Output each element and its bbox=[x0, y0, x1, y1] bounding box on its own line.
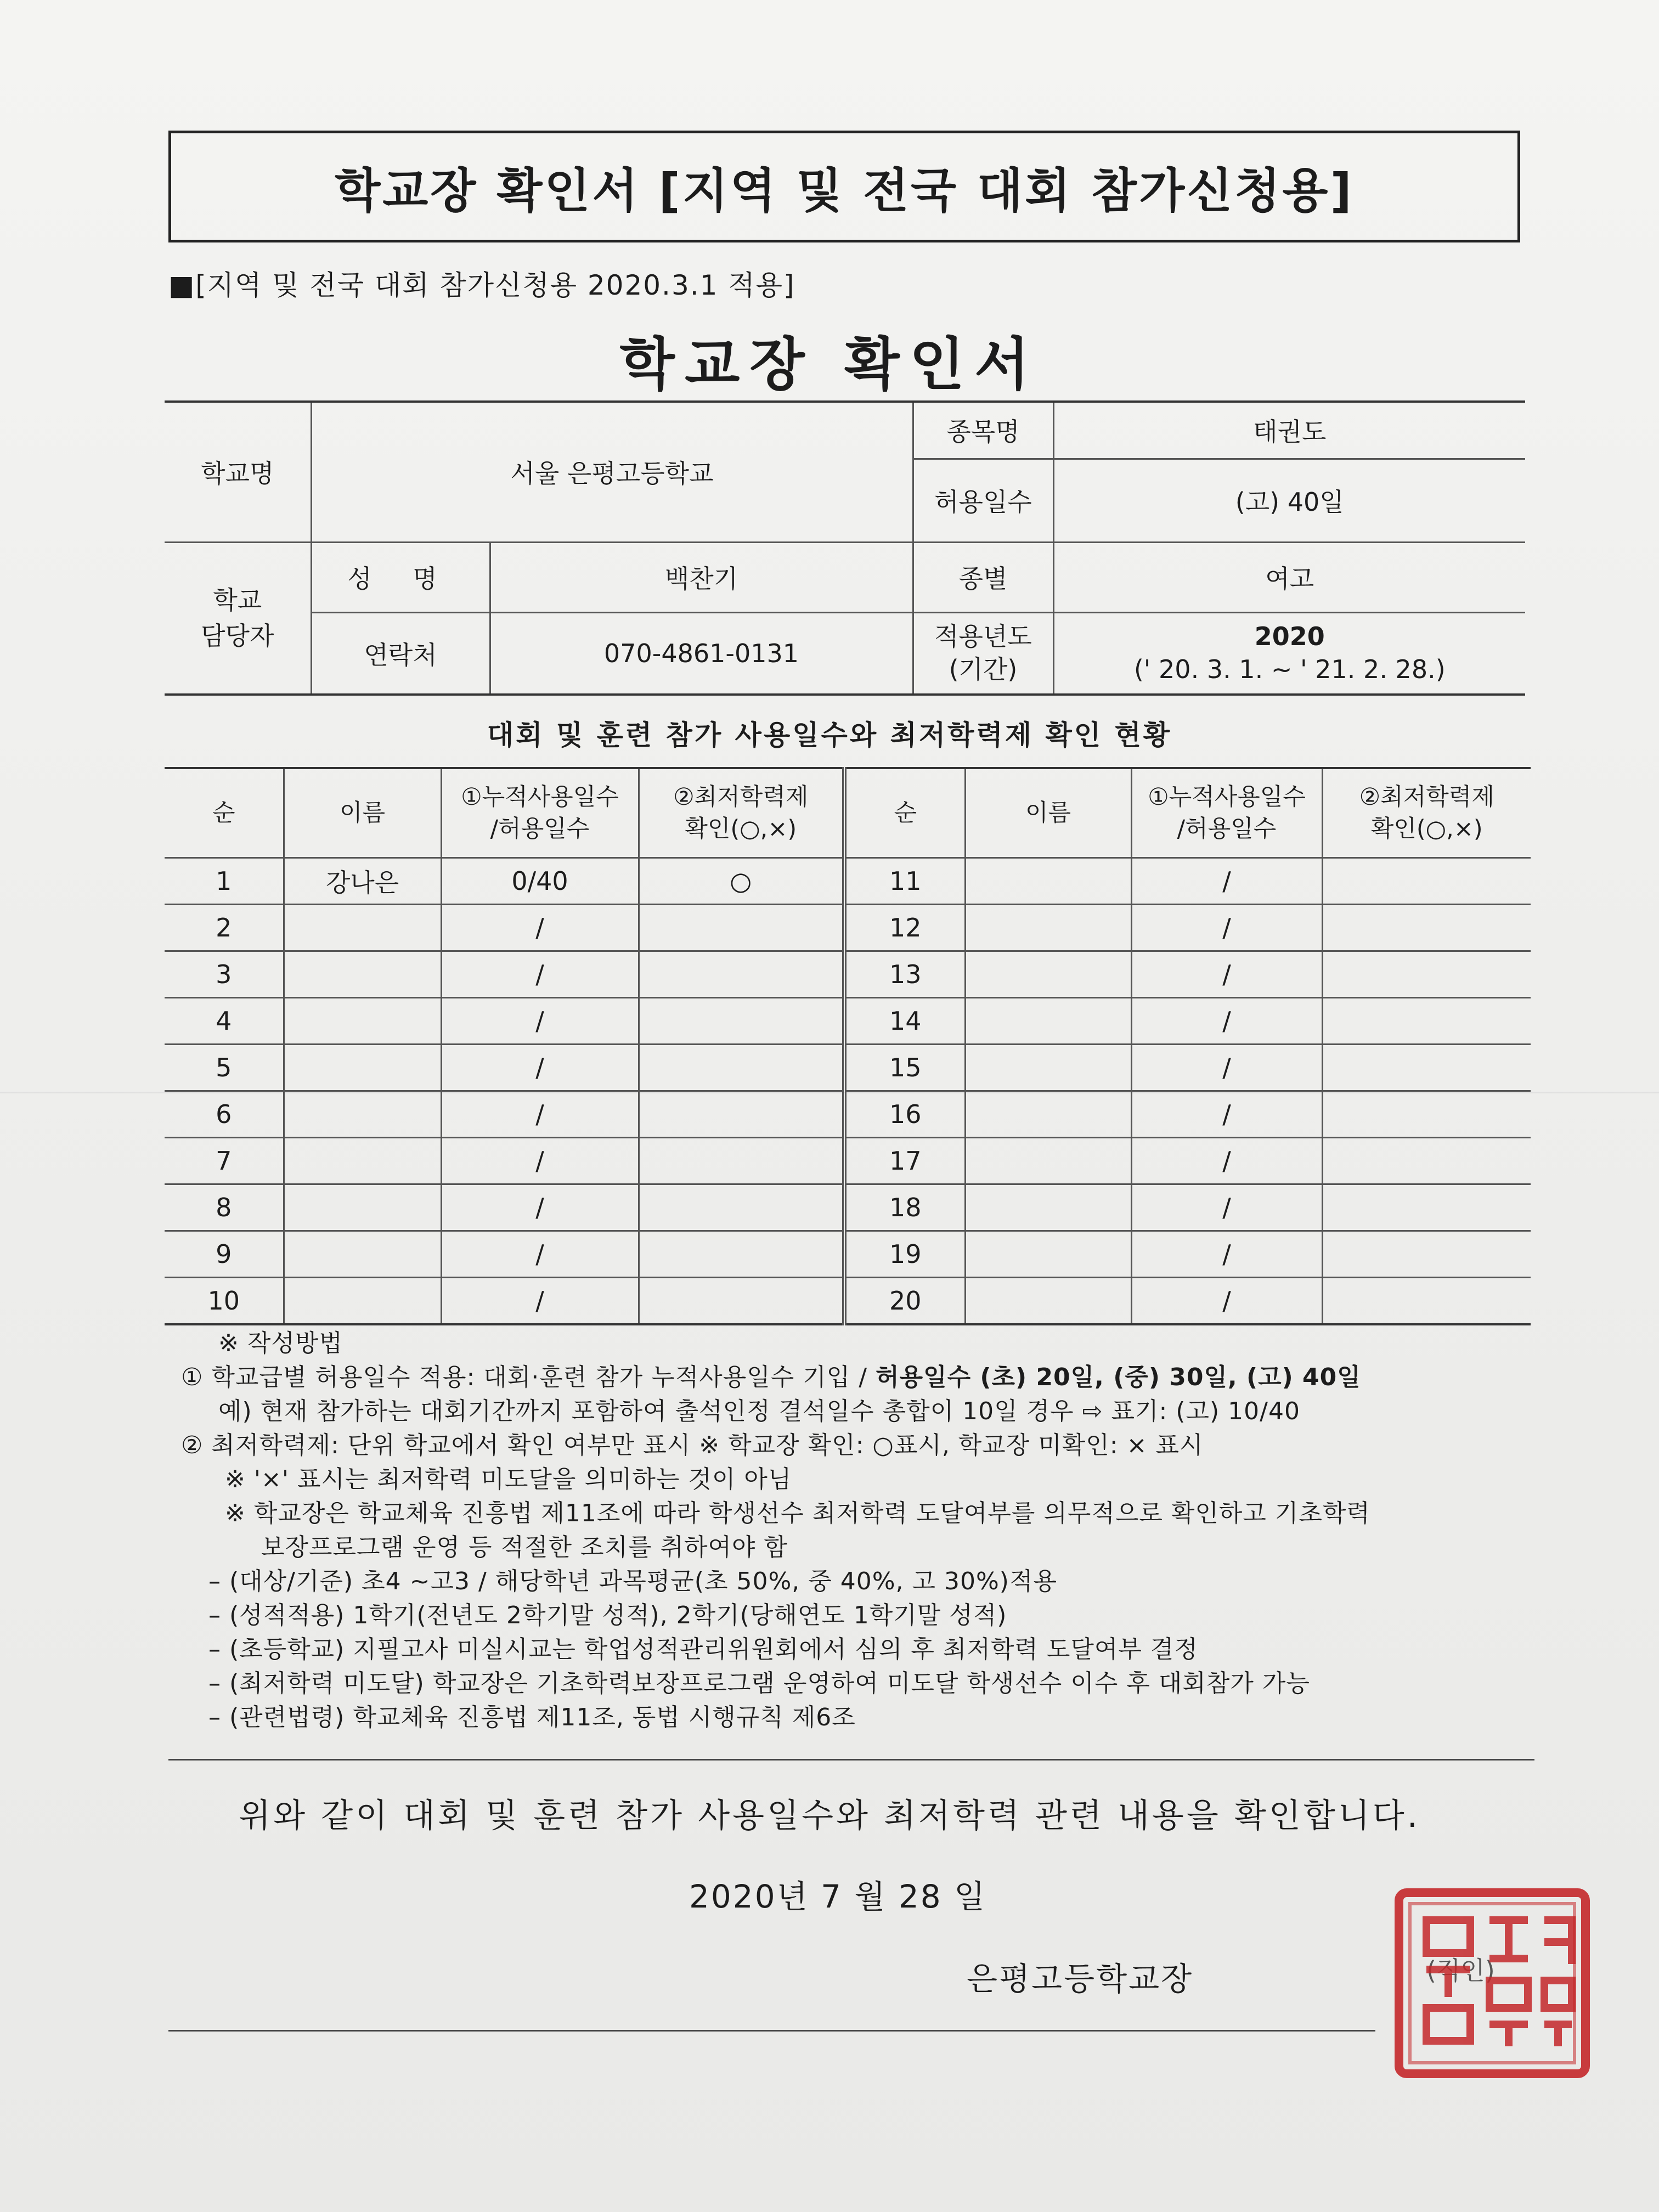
instruction-line: – (대상/기준) 초4 ~고3 / 해당학년 과목평균(초 50%, 중 40%, 고 30%)적용 bbox=[208, 1567, 1057, 1595]
row-name bbox=[284, 905, 441, 951]
instruction-line: – (최저학력 미도달) 학교장은 기초학력보장프로그램 운영하여 미도달 학생선수 이수 후 대회참가 가능 bbox=[208, 1669, 1310, 1697]
row-no: 14 bbox=[844, 998, 965, 1045]
gender-label: 종별 bbox=[913, 542, 1053, 612]
row-no: 1 bbox=[165, 858, 284, 905]
header-check: ②최저학력제 확인(○,×) bbox=[639, 768, 844, 858]
sport-label: 종목명 bbox=[913, 402, 1053, 459]
row-days: / bbox=[441, 1278, 639, 1325]
table-row bbox=[165, 1138, 1531, 1184]
instruction-bold: 허용일수 (초) 20일, (중) 30일, (고) 40일 bbox=[876, 1363, 1361, 1391]
row-name bbox=[965, 858, 1131, 905]
row-check bbox=[1322, 951, 1531, 998]
row-name bbox=[284, 1091, 441, 1138]
row-name bbox=[284, 998, 441, 1045]
instruction-line: – (관련법령) 학교체육 진흥법 제11조, 동법 시행규칙 제6조 bbox=[208, 1703, 856, 1731]
instruction-line: ※ 학교장은 학교체육 진흥법 제11조에 따라 학생선수 최저학력 도달여부를 의무적으로 확인하고 기초학력 bbox=[225, 1499, 1370, 1527]
manager-name-label: 성 명 bbox=[311, 542, 490, 612]
instruction-line: 예) 현재 참가하는 대회기간까지 포함하여 출석인정 결석일수 총합이 10일 경우 ⇨ 표기: (고) 10/40 bbox=[218, 1397, 1300, 1425]
row-check bbox=[639, 1278, 844, 1325]
year-cell bbox=[1053, 612, 1525, 695]
year-label: 적용년도 (기간) bbox=[913, 612, 1053, 695]
school-name-label: 학교명 bbox=[165, 402, 311, 542]
row-check bbox=[639, 1231, 844, 1278]
confirmation-statement: 위와 같이 대회 및 훈련 참가 사용일수와 최저학력 관련 내용을 확인합니다. bbox=[239, 1797, 1420, 1835]
instruction-line: ② 최저학력제: 단위 학교에서 확인 여부만 표시 ※ 학교장 확인: ○표시, 학교장 미확인: × 표시 bbox=[181, 1431, 1204, 1459]
school-info-table bbox=[165, 400, 1525, 696]
document-title: 학교장 확인서 bbox=[619, 331, 1040, 398]
instruction-line: – (성적적용) 1학기(전년도 2학기말 성적), 2학기(당해연도 1학기말 성적) bbox=[208, 1601, 1007, 1629]
row-name bbox=[965, 905, 1131, 951]
row-no: 6 bbox=[165, 1091, 284, 1138]
seal-mark-label: (직인) bbox=[1426, 1956, 1495, 1985]
row-days: / bbox=[441, 905, 639, 951]
row-days: / bbox=[1131, 951, 1322, 998]
row-days: / bbox=[1131, 1091, 1322, 1138]
instruction-line: ※ '×' 표시는 최저학력 미도달을 의미하는 것이 아님 bbox=[225, 1465, 792, 1493]
row-name bbox=[965, 1138, 1131, 1184]
row-name bbox=[284, 1138, 441, 1184]
manager-contact-label: 연락처 bbox=[311, 612, 490, 695]
instructions-heading: ※ 작성방법 bbox=[218, 1329, 343, 1357]
principal-title: 은평고등학교장 bbox=[967, 1960, 1194, 1997]
school-name-value: 서울 은평고등학교 bbox=[311, 402, 913, 542]
status-section-title: 대회 및 훈련 참가 사용일수와 최저학력제 확인 현황 bbox=[487, 719, 1172, 751]
row-no: 4 bbox=[165, 998, 284, 1045]
row-no: 8 bbox=[165, 1184, 284, 1231]
row-check bbox=[639, 998, 844, 1045]
row-no: 5 bbox=[165, 1045, 284, 1091]
row-name bbox=[965, 1278, 1131, 1325]
row-days: / bbox=[441, 1091, 639, 1138]
instructions bbox=[181, 1327, 1531, 1735]
gender-value: 여고 bbox=[1053, 542, 1525, 612]
sport-value: 태권도 bbox=[1053, 402, 1525, 459]
row-check bbox=[1322, 1231, 1531, 1278]
header-name: 이름 bbox=[284, 768, 441, 858]
header-title-box: 학교장 확인서 [지역 및 전국 대회 참가신청용] bbox=[168, 131, 1520, 242]
row-name bbox=[965, 1184, 1131, 1231]
row-days: 0/40 bbox=[441, 858, 639, 905]
row-days: / bbox=[441, 1045, 639, 1091]
manager-label: 학교 담당자 bbox=[165, 542, 311, 695]
table-row bbox=[165, 1091, 1531, 1138]
row-check bbox=[1322, 1184, 1531, 1231]
row-no: 18 bbox=[844, 1184, 965, 1231]
row-no: 12 bbox=[844, 905, 965, 951]
divider bbox=[168, 1759, 1534, 1760]
manager-name-value: 백찬기 bbox=[490, 542, 913, 612]
row-check bbox=[639, 905, 844, 951]
row-name bbox=[284, 951, 441, 998]
table-row bbox=[165, 1231, 1531, 1278]
header-no: 순 bbox=[165, 768, 284, 858]
row-check bbox=[639, 1091, 844, 1138]
row-check bbox=[1322, 1091, 1531, 1138]
row-days: / bbox=[1131, 998, 1322, 1045]
row-days: / bbox=[1131, 1138, 1322, 1184]
row-no: 7 bbox=[165, 1138, 284, 1184]
row-no: 15 bbox=[844, 1045, 965, 1091]
instruction-line: 보장프로그램 운영 등 적절한 조치를 취하여야 함 bbox=[261, 1533, 788, 1561]
row-name bbox=[284, 1184, 441, 1231]
row-no: 11 bbox=[844, 858, 965, 905]
row-no: 16 bbox=[844, 1091, 965, 1138]
table-row bbox=[165, 951, 1531, 998]
row-days: / bbox=[441, 951, 639, 998]
table-row bbox=[165, 1184, 1531, 1231]
row-days: / bbox=[441, 1184, 639, 1231]
row-days: / bbox=[1131, 1045, 1322, 1091]
row-no: 2 bbox=[165, 905, 284, 951]
row-check bbox=[639, 1184, 844, 1231]
row-check bbox=[1322, 1138, 1531, 1184]
header-no: 순 bbox=[844, 768, 965, 858]
row-days: / bbox=[1131, 858, 1322, 905]
header-check: ②최저학력제 확인(○,×) bbox=[1322, 768, 1531, 858]
row-no: 19 bbox=[844, 1231, 965, 1278]
row-name bbox=[284, 1231, 441, 1278]
row-no: 9 bbox=[165, 1231, 284, 1278]
row-days: / bbox=[1131, 1231, 1322, 1278]
row-name: 강나은 bbox=[284, 858, 441, 905]
instruction-text: ① 학교급별 허용일수 적용: 대회·훈련 참가 누적사용일수 기입 / bbox=[181, 1363, 876, 1391]
row-days: / bbox=[1131, 1278, 1322, 1325]
row-check bbox=[1322, 905, 1531, 951]
header-days: ①누적사용일수 /허용일수 bbox=[441, 768, 639, 858]
row-check bbox=[639, 1045, 844, 1091]
row-name bbox=[965, 1091, 1131, 1138]
signature-line bbox=[168, 2030, 1375, 2032]
row-check: ○ bbox=[639, 858, 844, 905]
allowed-days-value: (고) 40일 bbox=[1053, 459, 1525, 542]
row-days: / bbox=[441, 998, 639, 1045]
row-check bbox=[1322, 1278, 1531, 1325]
table-row bbox=[165, 1045, 1531, 1091]
year-value: 2020 bbox=[1254, 621, 1325, 651]
row-check bbox=[1322, 858, 1531, 905]
row-days: / bbox=[441, 1138, 639, 1184]
row-days: / bbox=[1131, 1184, 1322, 1231]
row-name bbox=[965, 998, 1131, 1045]
allowed-days-label: 허용일수 bbox=[913, 459, 1053, 542]
row-no: 20 bbox=[844, 1278, 965, 1325]
header-days: ①누적사용일수 /허용일수 bbox=[1131, 768, 1322, 858]
row-check bbox=[1322, 1045, 1531, 1091]
row-check bbox=[639, 951, 844, 998]
issue-date: 2020년 7 월 28 일 bbox=[689, 1878, 987, 1915]
row-days: / bbox=[441, 1231, 639, 1278]
table-row bbox=[165, 905, 1531, 951]
row-name bbox=[284, 1278, 441, 1325]
header-name: 이름 bbox=[965, 768, 1131, 858]
table-row bbox=[165, 1278, 1531, 1325]
table-row bbox=[165, 858, 1531, 905]
row-no: 3 bbox=[165, 951, 284, 998]
row-check bbox=[639, 1138, 844, 1184]
instruction-line bbox=[181, 1361, 1531, 1395]
row-name bbox=[965, 951, 1131, 998]
row-no: 13 bbox=[844, 951, 965, 998]
row-name bbox=[284, 1045, 441, 1091]
row-no: 10 bbox=[165, 1278, 284, 1325]
instruction-line: – (초등학교) 지필고사 미실시교는 학업성적관리위원회에서 심의 후 최저학력 도달여부 결정 bbox=[208, 1635, 1198, 1663]
manager-contact-value: 070-4861-0131 bbox=[490, 612, 913, 695]
row-days: / bbox=[1131, 905, 1322, 951]
row-name bbox=[965, 1045, 1131, 1091]
row-check bbox=[1322, 998, 1531, 1045]
official-seal-icon bbox=[1393, 1887, 1591, 2079]
period-value: (' 20. 3. 1. ~ ' 21. 2. 28.) bbox=[1133, 654, 1446, 684]
participation-status-table bbox=[165, 767, 1531, 1325]
row-no: 17 bbox=[844, 1138, 965, 1184]
table-row bbox=[165, 998, 1531, 1045]
header-subtitle: ■[지역 및 전국 대회 참가신청용 2020.3.1 적용] bbox=[168, 269, 795, 301]
row-name bbox=[965, 1231, 1131, 1278]
